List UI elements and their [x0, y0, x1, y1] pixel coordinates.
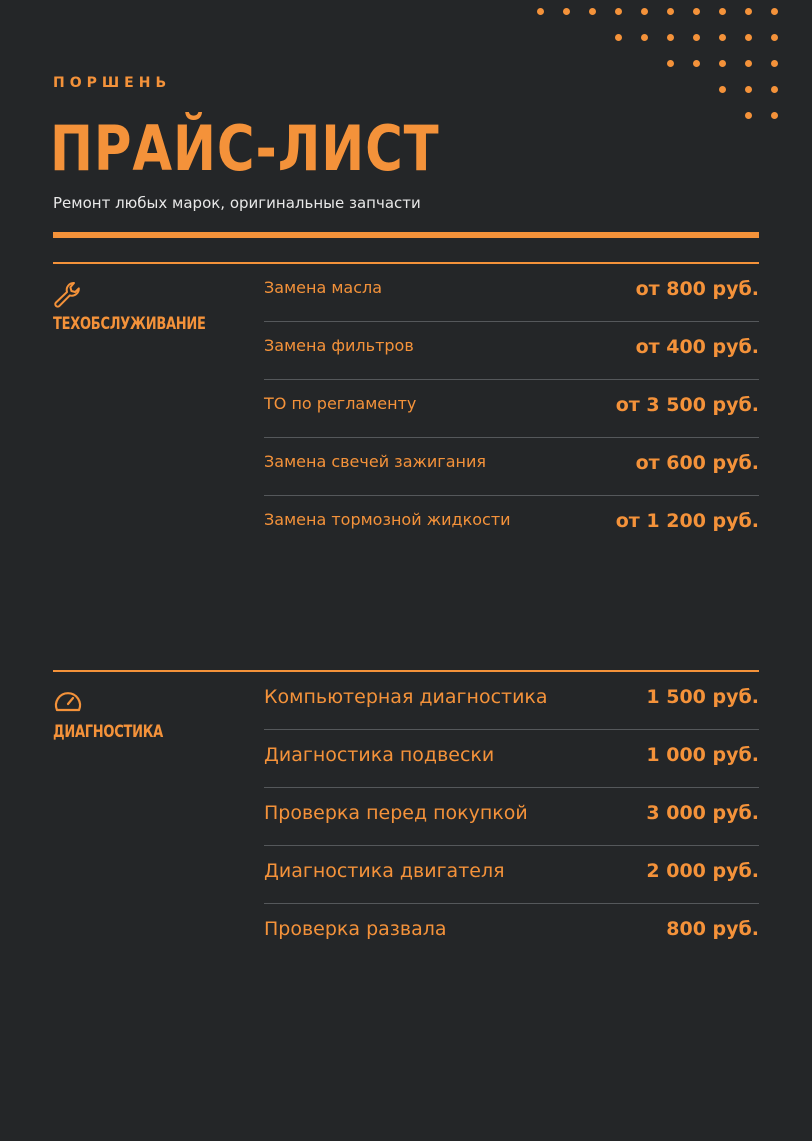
service-price: от 3 500 руб.: [615, 394, 759, 416]
service-name: Замена масла: [264, 278, 383, 297]
section-maintenance: [53, 262, 759, 532]
service-price: от 800 руб.: [635, 278, 759, 300]
service-price: 1 000 руб.: [646, 744, 759, 766]
service-name: Диагностика подвески: [264, 744, 495, 766]
brand-name: ПОРШЕНЬ: [53, 75, 172, 91]
service-price: 800 руб.: [666, 918, 759, 940]
price-row: [264, 438, 759, 496]
service-name: ТО по регламенту: [264, 394, 417, 413]
service-name: Замена фильтров: [264, 336, 414, 355]
price-row: [264, 788, 759, 846]
decorative-dot-pattern: [512, 0, 812, 130]
service-name: Диагностика двигателя: [264, 860, 505, 882]
price-row: [264, 846, 759, 904]
service-price: 3 000 руб.: [646, 802, 759, 824]
service-name: Проверка перед покупкой: [264, 802, 528, 824]
service-name: Проверка развала: [264, 918, 447, 940]
service-price: 1 500 руб.: [646, 686, 759, 708]
wrench-icon: [53, 280, 83, 312]
price-row: [264, 380, 759, 438]
header-divider: [53, 232, 759, 238]
service-name: Замена свечей зажигания: [264, 452, 486, 471]
service-name: Компьютерная диагностика: [264, 686, 548, 708]
section-title: ТЕХОБСЛУЖИВАНИЕ: [53, 314, 206, 334]
service-price: 2 000 руб.: [646, 860, 759, 882]
price-list: [264, 672, 759, 962]
price-row: [264, 730, 759, 788]
price-row: [264, 904, 759, 962]
service-price: от 1 200 руб.: [615, 510, 759, 532]
section-title: ДИАГНОСТИКА: [53, 722, 163, 742]
price-list: [264, 264, 759, 554]
service-price: от 600 руб.: [635, 452, 759, 474]
service-name: Замена тормозной жидкости: [264, 510, 511, 529]
speedometer-icon: [53, 688, 83, 718]
price-row: [264, 672, 759, 730]
page-subtitle: Ремонт любых марок, оригинальные запчасти: [53, 194, 421, 212]
section-diagnostics: [53, 670, 759, 940]
price-row: [264, 322, 759, 380]
service-price: от 400 руб.: [635, 336, 759, 358]
page-title: ПРАЙС-ЛИСТ: [50, 112, 440, 185]
price-row: [264, 264, 759, 322]
price-row: [264, 496, 759, 554]
